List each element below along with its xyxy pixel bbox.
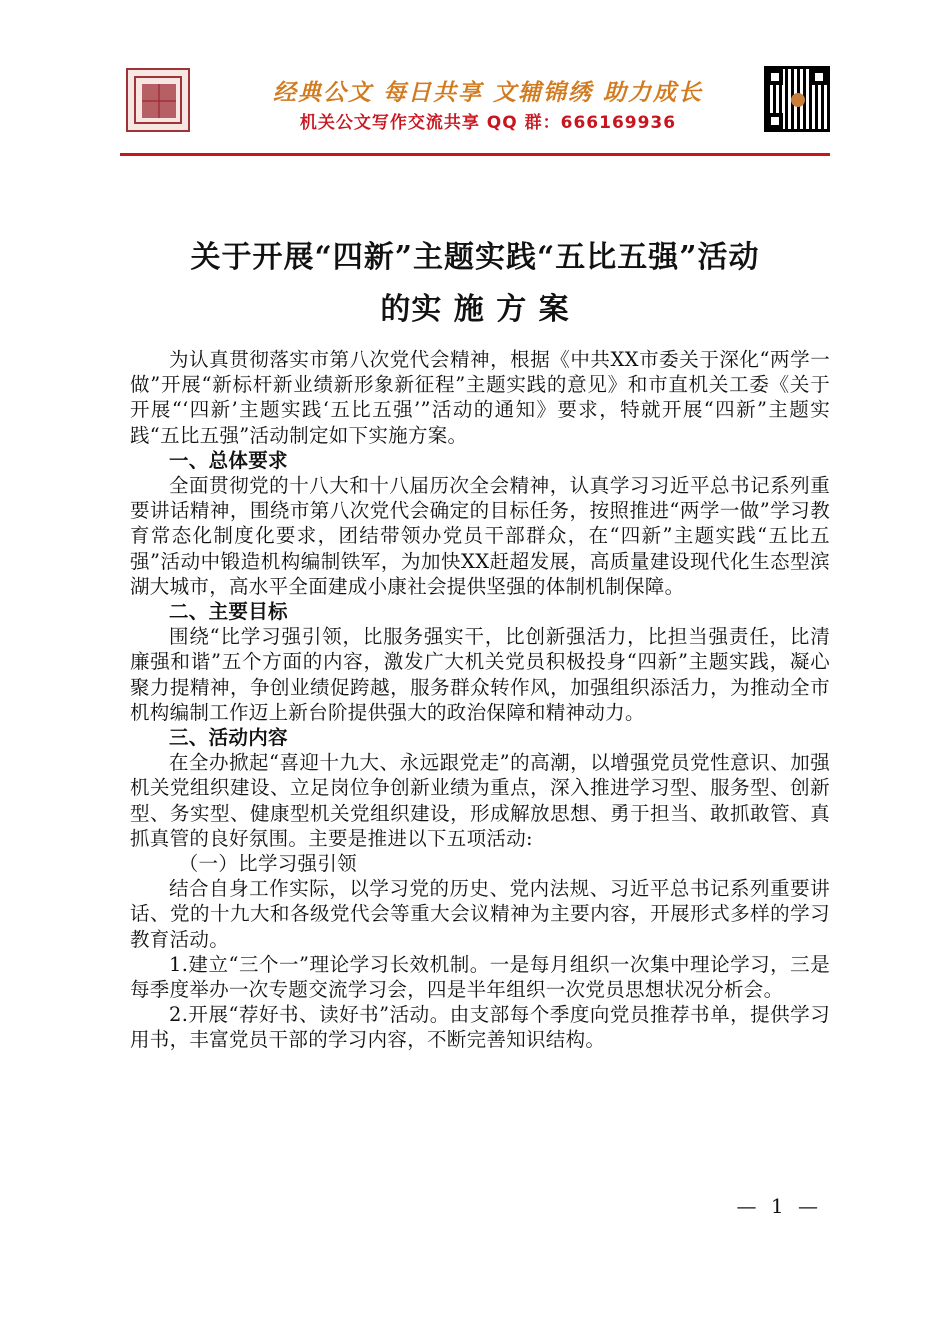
seal-logo-icon xyxy=(126,68,190,132)
document-title xyxy=(110,232,840,336)
paragraph: 1.建立“三个一”理论学习长效机制。一是每月组织一次集中理论学习，三是每季度举办一次专题交流学习会，四是半年组织一次党员思想状况分析会。 xyxy=(130,952,830,1002)
header-qq-line: 机关公文写作交流共享 QQ 群：666169936 xyxy=(299,113,677,133)
page-number: — 1 — xyxy=(736,1194,822,1218)
section-heading: 一、总体要求 xyxy=(169,448,288,472)
title-line-2: 的实 施 方 案 xyxy=(380,292,570,327)
paragraph: 2.开展“荐好书、读好书”活动。由支部每个季度向党员推荐书单，提供学习用书，丰富党员干部的学习内容，不断完善知识结构。 xyxy=(130,1003,830,1052)
section-heading: 三、活动内容 xyxy=(169,726,288,750)
document-body xyxy=(130,347,830,1053)
title-line-1: 关于开展“四新”主题实践“五比五强”活动 xyxy=(190,240,760,275)
paragraph: 围绕“比学习强引领，比服务强实干，比创新强活力，比担当强责任，比清廉强和谐”五个方面的内容，激发广大机关党员积极投身“四新”主题实践，凝心聚力提精神，争创业绩促跨越，服务群众转作风，加强组织添活力，为推动全市机构编制工作迈上新台阶提供强大的政治保障和精神动力。 xyxy=(130,625,830,724)
paragraph: 结合自身工作实际，以学习党的历史、党内法规、习近平总书记系列重要讲话、党的十九大和各级党代会等重大会议精神为主要内容，开展形式多样的学习教育活动。 xyxy=(130,877,830,951)
qr-code-icon xyxy=(764,66,830,132)
paragraph: 全面贯彻党的十八大和十八届历次全会精神，认真学习习近平总书记系列重要讲话精神，围绕市第八次党代会确定的目标任务，按照推进“两学一做”学习教育常态化制度化要求，团结带领办党员干部群众，在“四新”主题实践“五比五强”活动中锻造机构编制铁军，为加快XX赶超发展，高质量建设现代化生态型滨湖大城市，高水平全面建成小康社会提供坚强的体制机制保障。 xyxy=(130,474,830,598)
header-divider xyxy=(120,153,830,156)
header-slogan: 经典公文 每日共享 文辅锦绣 助力成长 xyxy=(272,80,704,106)
subsection-heading: （一）比学习强引领 xyxy=(178,852,357,876)
paragraph-intro: 为认真贯彻落实市第八次党代会精神，根据《中共XX市委关于深化“两学一做”开展“新标杆新业绩新形象新征程”主题实践的意见》和市直机关工委《关于开展“‘四新’主题实践‘五比五强’”活动的通知》要求，特就开展“四新”主题实践“五比五强”活动制定如下实施方案。 xyxy=(130,348,830,447)
paragraph: 在全办掀起“喜迎十九大、永远跟党走”的高潮，以增强党员党性意识、加强机关党组织建设、立足岗位争创新业绩为重点，深入推进学习型、服务型、创新型、务实型、健康型机关党组织建设，形成解放思想、勇于担当、敢抓敢管、真抓真管的良好氛围。主要是推进以下五项活动: xyxy=(130,751,830,850)
section-heading: 二、主要目标 xyxy=(169,600,288,624)
header-banner xyxy=(120,62,830,146)
